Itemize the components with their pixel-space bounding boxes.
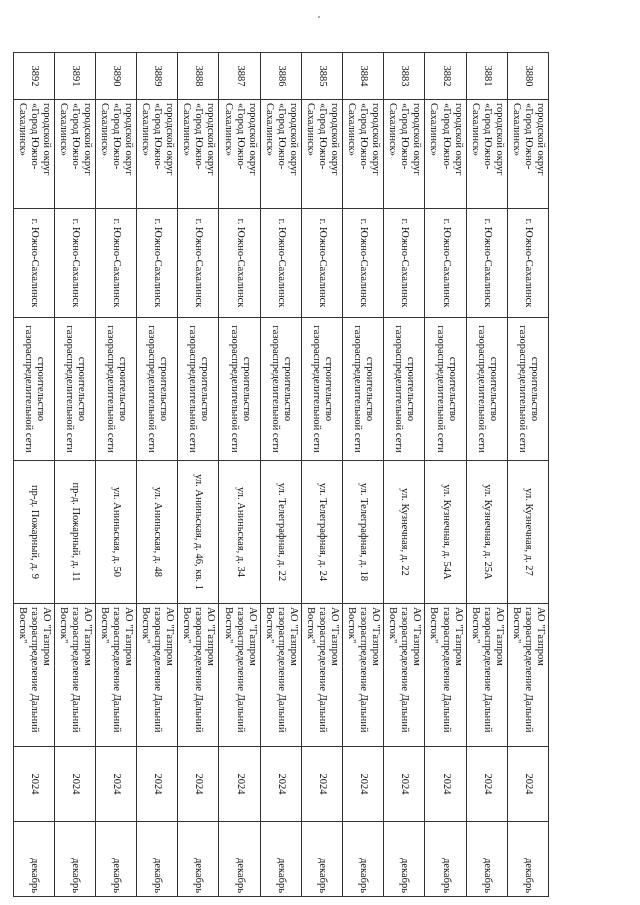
- table-row: [507, 53, 548, 897]
- table-row: [260, 53, 301, 897]
- address: ул. Кузнечная, д. 22: [384, 461, 425, 604]
- month: декабрь: [507, 822, 548, 897]
- municipal-district: городской округ «Город Южно-Сахалинск»: [425, 100, 466, 209]
- table-row: [178, 53, 219, 897]
- year: 2024: [301, 747, 342, 822]
- settlement: г. Южно-Сахалинск: [507, 209, 548, 318]
- work-type: строительство газораспределительной сети: [507, 318, 548, 461]
- rotated-page: [16, 52, 549, 897]
- table-row: [343, 53, 384, 897]
- settlement: г. Южно-Сахалинск: [425, 209, 466, 318]
- organization: АО "Газпром газораспределение Дальний Восток": [219, 604, 260, 747]
- table-body: [13, 53, 548, 897]
- settlement: г. Южно-Сахалинск: [384, 209, 425, 318]
- address: пр-д. Пожарный, д. 11: [54, 461, 95, 604]
- organization: АО "Газпром газораспределение Дальний Восток": [425, 604, 466, 747]
- month: декабрь: [260, 822, 301, 897]
- organization: АО "Газпром газораспределение Дальний Восток": [54, 604, 95, 747]
- year: 2024: [260, 747, 301, 822]
- organization: АО "Газпром газораспределение Дальний Восток": [301, 604, 342, 747]
- year: 2024: [219, 747, 260, 822]
- table-row: [301, 53, 342, 897]
- year: 2024: [425, 747, 466, 822]
- settlement: г. Южно-Сахалинск: [343, 209, 384, 318]
- row-number: 3887: [219, 53, 260, 100]
- organization: АО "Газпром газораспределение Дальний Восток": [343, 604, 384, 747]
- year: 2024: [13, 747, 54, 822]
- row-number: 3888: [178, 53, 219, 100]
- month: декабрь: [384, 822, 425, 897]
- work-type: строительство газораспределительной сети: [13, 318, 54, 461]
- organization: АО "Газпром газораспределение Дальний Восток": [507, 604, 548, 747]
- settlement: г. Южно-Сахалинск: [137, 209, 178, 318]
- municipal-district: городской округ «Город Южно-Сахалинск»: [13, 100, 54, 209]
- year: 2024: [95, 747, 136, 822]
- work-type: строительство газораспределительной сети: [466, 318, 507, 461]
- settlement: г. Южно-Сахалинск: [13, 209, 54, 318]
- month: декабрь: [425, 822, 466, 897]
- year: 2024: [466, 747, 507, 822]
- settlement: г. Южно-Сахалинск: [466, 209, 507, 318]
- month: декабрь: [13, 822, 54, 897]
- address: ул. Кузнечная, д. 25А: [466, 461, 507, 604]
- row-number: 3883: [384, 53, 425, 100]
- settlement: г. Южно-Сахалинск: [178, 209, 219, 318]
- address: ул. Кузнечная, д. 27: [507, 461, 548, 604]
- gasification-table: [13, 52, 549, 897]
- settlement: г. Южно-Сахалинск: [301, 209, 342, 318]
- address: ул. Аниньская, д. 34: [219, 461, 260, 604]
- work-type: строительство газораспределительной сети: [384, 318, 425, 461]
- year: 2024: [507, 747, 548, 822]
- address: ул. Аниньская, д. 48: [137, 461, 178, 604]
- table-row: [137, 53, 178, 897]
- row-number: 3880: [507, 53, 548, 100]
- row-number: 3889: [137, 53, 178, 100]
- work-type: строительство газораспределительной сети: [54, 318, 95, 461]
- year: 2024: [54, 747, 95, 822]
- year: 2024: [137, 747, 178, 822]
- month: декабрь: [466, 822, 507, 897]
- address: пр-д. Пожарный, д. 9: [13, 461, 54, 604]
- year: 2024: [178, 747, 219, 822]
- settlement: г. Южно-Сахалинск: [54, 209, 95, 318]
- address: ул. Телеграфная, д. 22: [260, 461, 301, 604]
- municipal-district: городской округ «Город Южно-Сахалинск»: [260, 100, 301, 209]
- row-number: 3885: [301, 53, 342, 100]
- month: декабрь: [343, 822, 384, 897]
- work-type: строительство газораспределительной сети: [260, 318, 301, 461]
- municipal-district: городской округ «Город Южно-Сахалинск»: [54, 100, 95, 209]
- municipal-district: городской округ «Город Южно-Сахалинск»: [178, 100, 219, 209]
- table-row: [13, 53, 54, 897]
- organization: АО "Газпром газораспределение Дальний Восток": [384, 604, 425, 747]
- settlement: г. Южно-Сахалинск: [219, 209, 260, 318]
- table-row: [466, 53, 507, 897]
- settlement: г. Южно-Сахалинск: [260, 209, 301, 318]
- month: декабрь: [178, 822, 219, 897]
- work-type: строительство газораспределительной сети: [219, 318, 260, 461]
- organization: АО "Газпром газораспределение Дальний Восток": [13, 604, 54, 747]
- work-type: строительство газораспределительной сети: [301, 318, 342, 461]
- organization: АО "Газпром газораспределение Дальний Восток": [137, 604, 178, 747]
- organization: АО "Газпром газораспределение Дальний Восток": [178, 604, 219, 747]
- month: декабрь: [95, 822, 136, 897]
- address: ул. Телеграфная, д. 18: [343, 461, 384, 604]
- municipal-district: городской округ «Город Южно-Сахалинск»: [137, 100, 178, 209]
- table-row: [54, 53, 95, 897]
- month: декабрь: [301, 822, 342, 897]
- row-number: 3886: [260, 53, 301, 100]
- organization: АО "Газпром газораспределение Дальний Восток": [466, 604, 507, 747]
- municipal-district: городской округ «Город Южно-Сахалинск»: [343, 100, 384, 209]
- row-number: 3891: [54, 53, 95, 100]
- year: 2024: [343, 747, 384, 822]
- table-row: [384, 53, 425, 897]
- municipal-district: городской округ «Город Южно-Сахалинск»: [95, 100, 136, 209]
- work-type: строительство газораспределительной сети: [178, 318, 219, 461]
- municipal-district: городской округ «Город Южно-Сахалинск»: [219, 100, 260, 209]
- municipal-district: городской округ «Город Южно-Сахалинск»: [384, 100, 425, 209]
- table-row: [95, 53, 136, 897]
- month: декабрь: [219, 822, 260, 897]
- work-type: строительство газораспределительной сети: [425, 318, 466, 461]
- address: ул. Аниньская, д. 46, кв. 1: [178, 461, 219, 604]
- row-number: 3882: [425, 53, 466, 100]
- work-type: строительство газораспределительной сети: [137, 318, 178, 461]
- address: ул. Аниньская, д. 50: [95, 461, 136, 604]
- municipal-district: городской округ «Город Южно-Сахалинск»: [301, 100, 342, 209]
- work-type: строительство газораспределительной сети: [343, 318, 384, 461]
- scan-speck: [318, 16, 320, 18]
- address: ул. Телеграфная, д. 24: [301, 461, 342, 604]
- row-number: 3892: [13, 53, 54, 100]
- row-number: 3890: [95, 53, 136, 100]
- month: декабрь: [137, 822, 178, 897]
- work-type: строительство газораспределительной сети: [95, 318, 136, 461]
- address: ул. Кузнечная, д. 54А: [425, 461, 466, 604]
- organization: АО "Газпром газораспределение Дальний Восток": [95, 604, 136, 747]
- month: декабрь: [54, 822, 95, 897]
- table-row: [425, 53, 466, 897]
- settlement: г. Южно-Сахалинск: [95, 209, 136, 318]
- municipal-district: городской округ «Город Южно-Сахалинск»: [507, 100, 548, 209]
- year: 2024: [384, 747, 425, 822]
- row-number: 3884: [343, 53, 384, 100]
- row-number: 3881: [466, 53, 507, 100]
- organization: АО "Газпром газораспределение Дальний Восток": [260, 604, 301, 747]
- municipal-district: городской округ «Город Южно-Сахалинск»: [466, 100, 507, 209]
- table-row: [219, 53, 260, 897]
